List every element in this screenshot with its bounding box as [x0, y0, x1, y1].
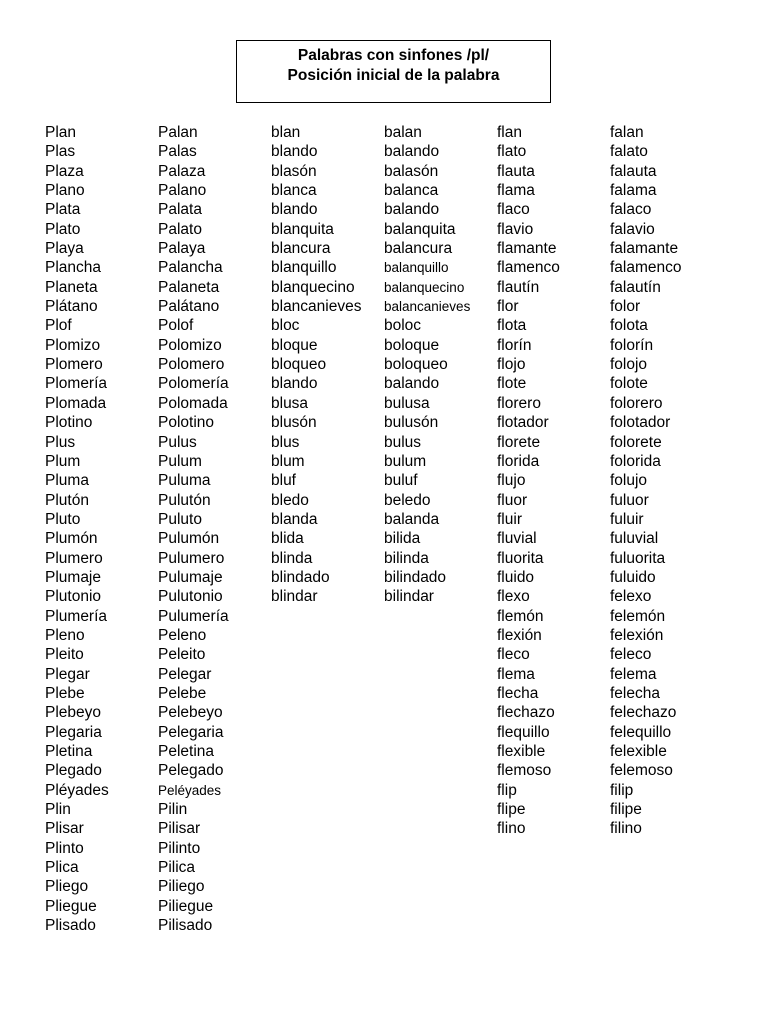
title-box	[236, 40, 551, 103]
word-item: blinda	[271, 549, 313, 567]
word-item: falan	[610, 124, 644, 141]
word-item: fluvial	[497, 530, 537, 548]
word-item: feleco	[610, 646, 652, 664]
word-item: flexión	[497, 626, 542, 644]
word-item: flota	[497, 317, 527, 335]
word-item: Pelebe	[158, 684, 207, 702]
word-item: flema	[497, 665, 535, 683]
word-item: Pilisar	[158, 820, 201, 838]
word-item: Pilinto	[158, 839, 201, 857]
word-item: Polof	[158, 317, 194, 335]
word-item: balanquillo	[384, 260, 449, 276]
word-item: flauta	[497, 162, 535, 180]
word-item: Pulus	[158, 433, 197, 451]
word-item: Palaya	[158, 240, 206, 258]
word-item: balancura	[384, 240, 453, 258]
word-item: folorero	[610, 394, 663, 412]
word-item: falato	[610, 143, 648, 161]
word-item: folorín	[610, 336, 654, 354]
word-item: flamenco	[497, 259, 560, 277]
word-item: Plas	[45, 143, 76, 161]
word-item: blasón	[271, 162, 317, 180]
word-item: beledo	[384, 491, 431, 509]
word-item: Peleno	[158, 626, 207, 644]
word-item: Pilisado	[158, 917, 213, 935]
word-item: falamenco	[610, 259, 682, 277]
word-item: bulusa	[384, 394, 430, 412]
word-item: bluf	[271, 472, 296, 490]
word-item: Peleito	[158, 646, 206, 664]
word-item: balanquita	[384, 220, 456, 238]
word-column-1	[45, 123, 109, 935]
word-item: flato	[497, 143, 527, 161]
word-item: balando	[384, 143, 440, 161]
word-item: Pléyades	[45, 781, 109, 799]
word-item: balanca	[384, 182, 439, 200]
word-item: flaco	[497, 201, 530, 219]
word-item: filipe	[610, 801, 642, 819]
word-item: Plin	[45, 801, 71, 819]
word-item: Pilica	[158, 859, 196, 877]
word-item: bulusón	[384, 414, 439, 432]
word-item: Polomada	[158, 394, 228, 412]
word-item: flavio	[497, 220, 534, 238]
word-item: balan	[384, 124, 422, 141]
word-item: Plutón	[45, 491, 89, 509]
word-item: Pilin	[158, 801, 188, 819]
word-item: blum	[271, 452, 305, 470]
word-item: boloque	[384, 336, 440, 354]
word-column-4	[384, 123, 470, 607]
word-item: Plumón	[45, 530, 98, 548]
word-item: felexible	[610, 743, 667, 760]
word-item: Plumaje	[45, 568, 101, 586]
word-item: Polomizo	[158, 336, 222, 354]
word-item: flor	[497, 298, 519, 316]
word-item: Plisar	[45, 820, 84, 838]
word-item: flamante	[497, 240, 557, 258]
word-item: Peléyades	[158, 782, 222, 798]
word-item: folota	[610, 317, 648, 335]
word-item: Pliegue	[45, 897, 97, 915]
word-item: fluido	[497, 568, 535, 586]
word-item: flequillo	[497, 723, 550, 741]
word-item: boloqueo	[384, 356, 448, 374]
word-item: blanquita	[271, 220, 334, 238]
word-item: falaco	[610, 201, 652, 219]
word-item: Pliego	[45, 878, 89, 896]
word-item: florida	[497, 452, 540, 470]
word-item: filip	[610, 781, 634, 799]
word-item: Palan	[158, 124, 198, 141]
word-item: Plica	[45, 859, 79, 877]
word-item: fuluor	[610, 491, 649, 509]
word-item: bloqueo	[271, 356, 327, 374]
word-item: balanquecino	[384, 279, 465, 295]
word-item: Pulumería	[158, 607, 229, 625]
word-column-5	[497, 123, 560, 839]
word-item: Plomería	[45, 375, 108, 393]
word-item: Plata	[45, 201, 81, 219]
word-item: falautín	[610, 278, 661, 296]
word-item: folorete	[610, 433, 662, 451]
word-item: fuluvial	[610, 530, 659, 548]
word-item: Pelegar	[158, 665, 212, 683]
word-item: blanda	[271, 510, 318, 528]
word-item: Pletina	[45, 743, 93, 760]
word-item: balancanieves	[384, 299, 471, 315]
word-item: Plumería	[45, 607, 108, 625]
word-item: folotador	[610, 414, 671, 432]
title-line-1: Palabras con sinfones /pl/	[297, 47, 490, 64]
word-item: Plan	[45, 124, 77, 141]
word-item: Pelegaria	[158, 723, 224, 741]
word-item: Palaneta	[158, 278, 220, 296]
word-item: flip	[497, 781, 517, 799]
word-item: boloc	[384, 317, 422, 335]
word-item: flexo	[497, 588, 530, 606]
word-item: Plumero	[45, 549, 103, 567]
word-item: felema	[610, 665, 657, 683]
word-item: blancanieves	[271, 298, 362, 316]
word-item: Plebe	[45, 684, 85, 702]
word-item: Plum	[45, 452, 81, 470]
word-item: flotador	[497, 414, 549, 432]
word-item: flojo	[497, 356, 526, 374]
word-item: florero	[497, 394, 541, 412]
word-item: Plus	[45, 433, 76, 451]
word-item: Palas	[158, 143, 197, 161]
word-item: Pluma	[45, 472, 89, 490]
word-item: bilinda	[384, 549, 429, 567]
word-item: Plaza	[45, 162, 84, 180]
word-item: flexible	[497, 743, 546, 760]
word-item: blanquillo	[271, 259, 337, 277]
word-column-2	[158, 123, 229, 935]
word-item: blan	[271, 124, 301, 141]
word-item: Puluto	[158, 510, 202, 528]
word-item: Pulutón	[158, 491, 211, 509]
word-item: folorida	[610, 452, 661, 470]
word-item: Pelebeyo	[158, 704, 223, 722]
word-item: bloc	[271, 317, 300, 335]
word-item: flecha	[497, 684, 539, 702]
word-item: fuluir	[610, 510, 644, 528]
word-item: blindado	[271, 568, 330, 586]
word-item: Palátano	[158, 298, 220, 316]
word-item: flujo	[497, 472, 526, 490]
word-item: Pulumón	[158, 530, 220, 548]
word-item: Plebeyo	[45, 704, 102, 722]
word-item: fluorita	[497, 549, 544, 567]
word-item: Palato	[158, 220, 202, 238]
word-item: Peletina	[158, 743, 215, 760]
word-item: Pleno	[45, 626, 85, 644]
word-item: bilindar	[384, 588, 434, 606]
word-item: blancura	[271, 240, 331, 258]
word-item: Plomero	[45, 356, 103, 374]
word-item: blindar	[271, 588, 318, 606]
word-item: Plutonio	[45, 588, 102, 606]
word-item: Plotino	[45, 414, 93, 432]
word-item: fluor	[497, 491, 528, 509]
word-item: fuluorita	[610, 549, 666, 567]
word-item: folojo	[610, 356, 648, 374]
word-item: Plato	[45, 220, 81, 238]
word-item: falavio	[610, 220, 655, 238]
word-item: flautín	[497, 278, 540, 296]
word-item: Plinto	[45, 839, 84, 857]
word-item: folujo	[610, 472, 648, 490]
word-item: Pulumaje	[158, 568, 223, 586]
word-item: blanca	[271, 182, 317, 200]
word-item: Plegaria	[45, 723, 102, 741]
word-item: falauta	[610, 162, 657, 180]
word-item: blus	[271, 433, 300, 451]
word-item: Pulumero	[158, 549, 225, 567]
word-item: Pleito	[45, 646, 84, 664]
word-item: Polotino	[158, 414, 215, 432]
word-item: Pulutonio	[158, 588, 223, 606]
word-item: fleco	[497, 646, 530, 664]
word-item: falama	[610, 182, 657, 200]
word-item: felemoso	[610, 762, 673, 780]
word-item: fluir	[497, 510, 522, 528]
word-item: Plancha	[45, 259, 102, 277]
word-item: buluf	[384, 472, 418, 490]
word-item: bulus	[384, 433, 422, 451]
word-item: florete	[497, 433, 541, 451]
word-column-3	[271, 123, 361, 607]
word-item: Polomero	[158, 356, 225, 374]
word-item: flan	[497, 124, 522, 141]
word-item: Plátano	[45, 298, 98, 316]
word-column-6	[610, 123, 682, 839]
word-item: fuluido	[610, 568, 656, 586]
word-item: Plomizo	[45, 336, 101, 354]
word-item: filino	[610, 820, 642, 838]
word-item: felequillo	[610, 723, 672, 741]
word-item: florín	[497, 336, 532, 354]
word-item: blusón	[271, 414, 317, 432]
word-item: Plano	[45, 182, 85, 200]
word-item: felexión	[610, 626, 664, 644]
word-item: Puluma	[158, 472, 211, 490]
word-item: flino	[497, 820, 526, 838]
word-item: flemón	[497, 607, 544, 625]
word-item: flemoso	[497, 762, 552, 780]
word-item: felecha	[610, 684, 660, 702]
word-item: Planeta	[45, 278, 98, 296]
word-item: Plomada	[45, 394, 107, 412]
word-item: blanquecino	[271, 278, 355, 296]
word-item: balasón	[384, 162, 439, 180]
word-item: flipe	[497, 801, 526, 819]
word-item: bilida	[384, 530, 421, 548]
word-item: Palancha	[158, 259, 223, 277]
word-item: felexo	[610, 588, 652, 606]
word-item: Piliego	[158, 878, 205, 896]
word-item: folor	[610, 298, 641, 316]
word-item: Pulum	[158, 452, 202, 470]
word-item: Plegar	[45, 665, 90, 683]
word-item: falamante	[610, 240, 679, 258]
title-line-2: Posición inicial de la palabra	[287, 67, 500, 84]
word-item: flechazo	[497, 704, 555, 722]
word-item: balando	[384, 201, 440, 219]
word-item: bloque	[271, 336, 318, 354]
word-item: bilindado	[384, 568, 447, 586]
word-item: felechazo	[610, 704, 677, 722]
word-item: balanda	[384, 510, 440, 528]
word-item: Pluto	[45, 510, 81, 528]
word-item: folote	[610, 375, 648, 393]
word-item: blusa	[271, 394, 309, 412]
word-item: Piliegue	[158, 897, 214, 915]
word-item: balando	[384, 375, 440, 393]
word-item: bledo	[271, 491, 309, 509]
word-item: flama	[497, 182, 535, 200]
word-item: Plof	[45, 317, 72, 335]
word-item: Palata	[158, 201, 202, 219]
word-item: blando	[271, 201, 318, 219]
word-item: felemón	[610, 607, 666, 625]
word-item: blando	[271, 143, 318, 161]
word-item: Palano	[158, 182, 207, 200]
word-item: bulum	[384, 452, 427, 470]
word-item: Polomería	[158, 375, 229, 393]
word-item: Pelegado	[158, 762, 224, 780]
word-item: Plegado	[45, 762, 102, 780]
word-item: Plisado	[45, 917, 96, 935]
word-item: blando	[271, 375, 318, 393]
word-item: Palaza	[158, 162, 206, 180]
word-item: Playa	[45, 240, 84, 258]
word-item: blida	[271, 530, 304, 548]
word-item: flote	[497, 375, 527, 393]
